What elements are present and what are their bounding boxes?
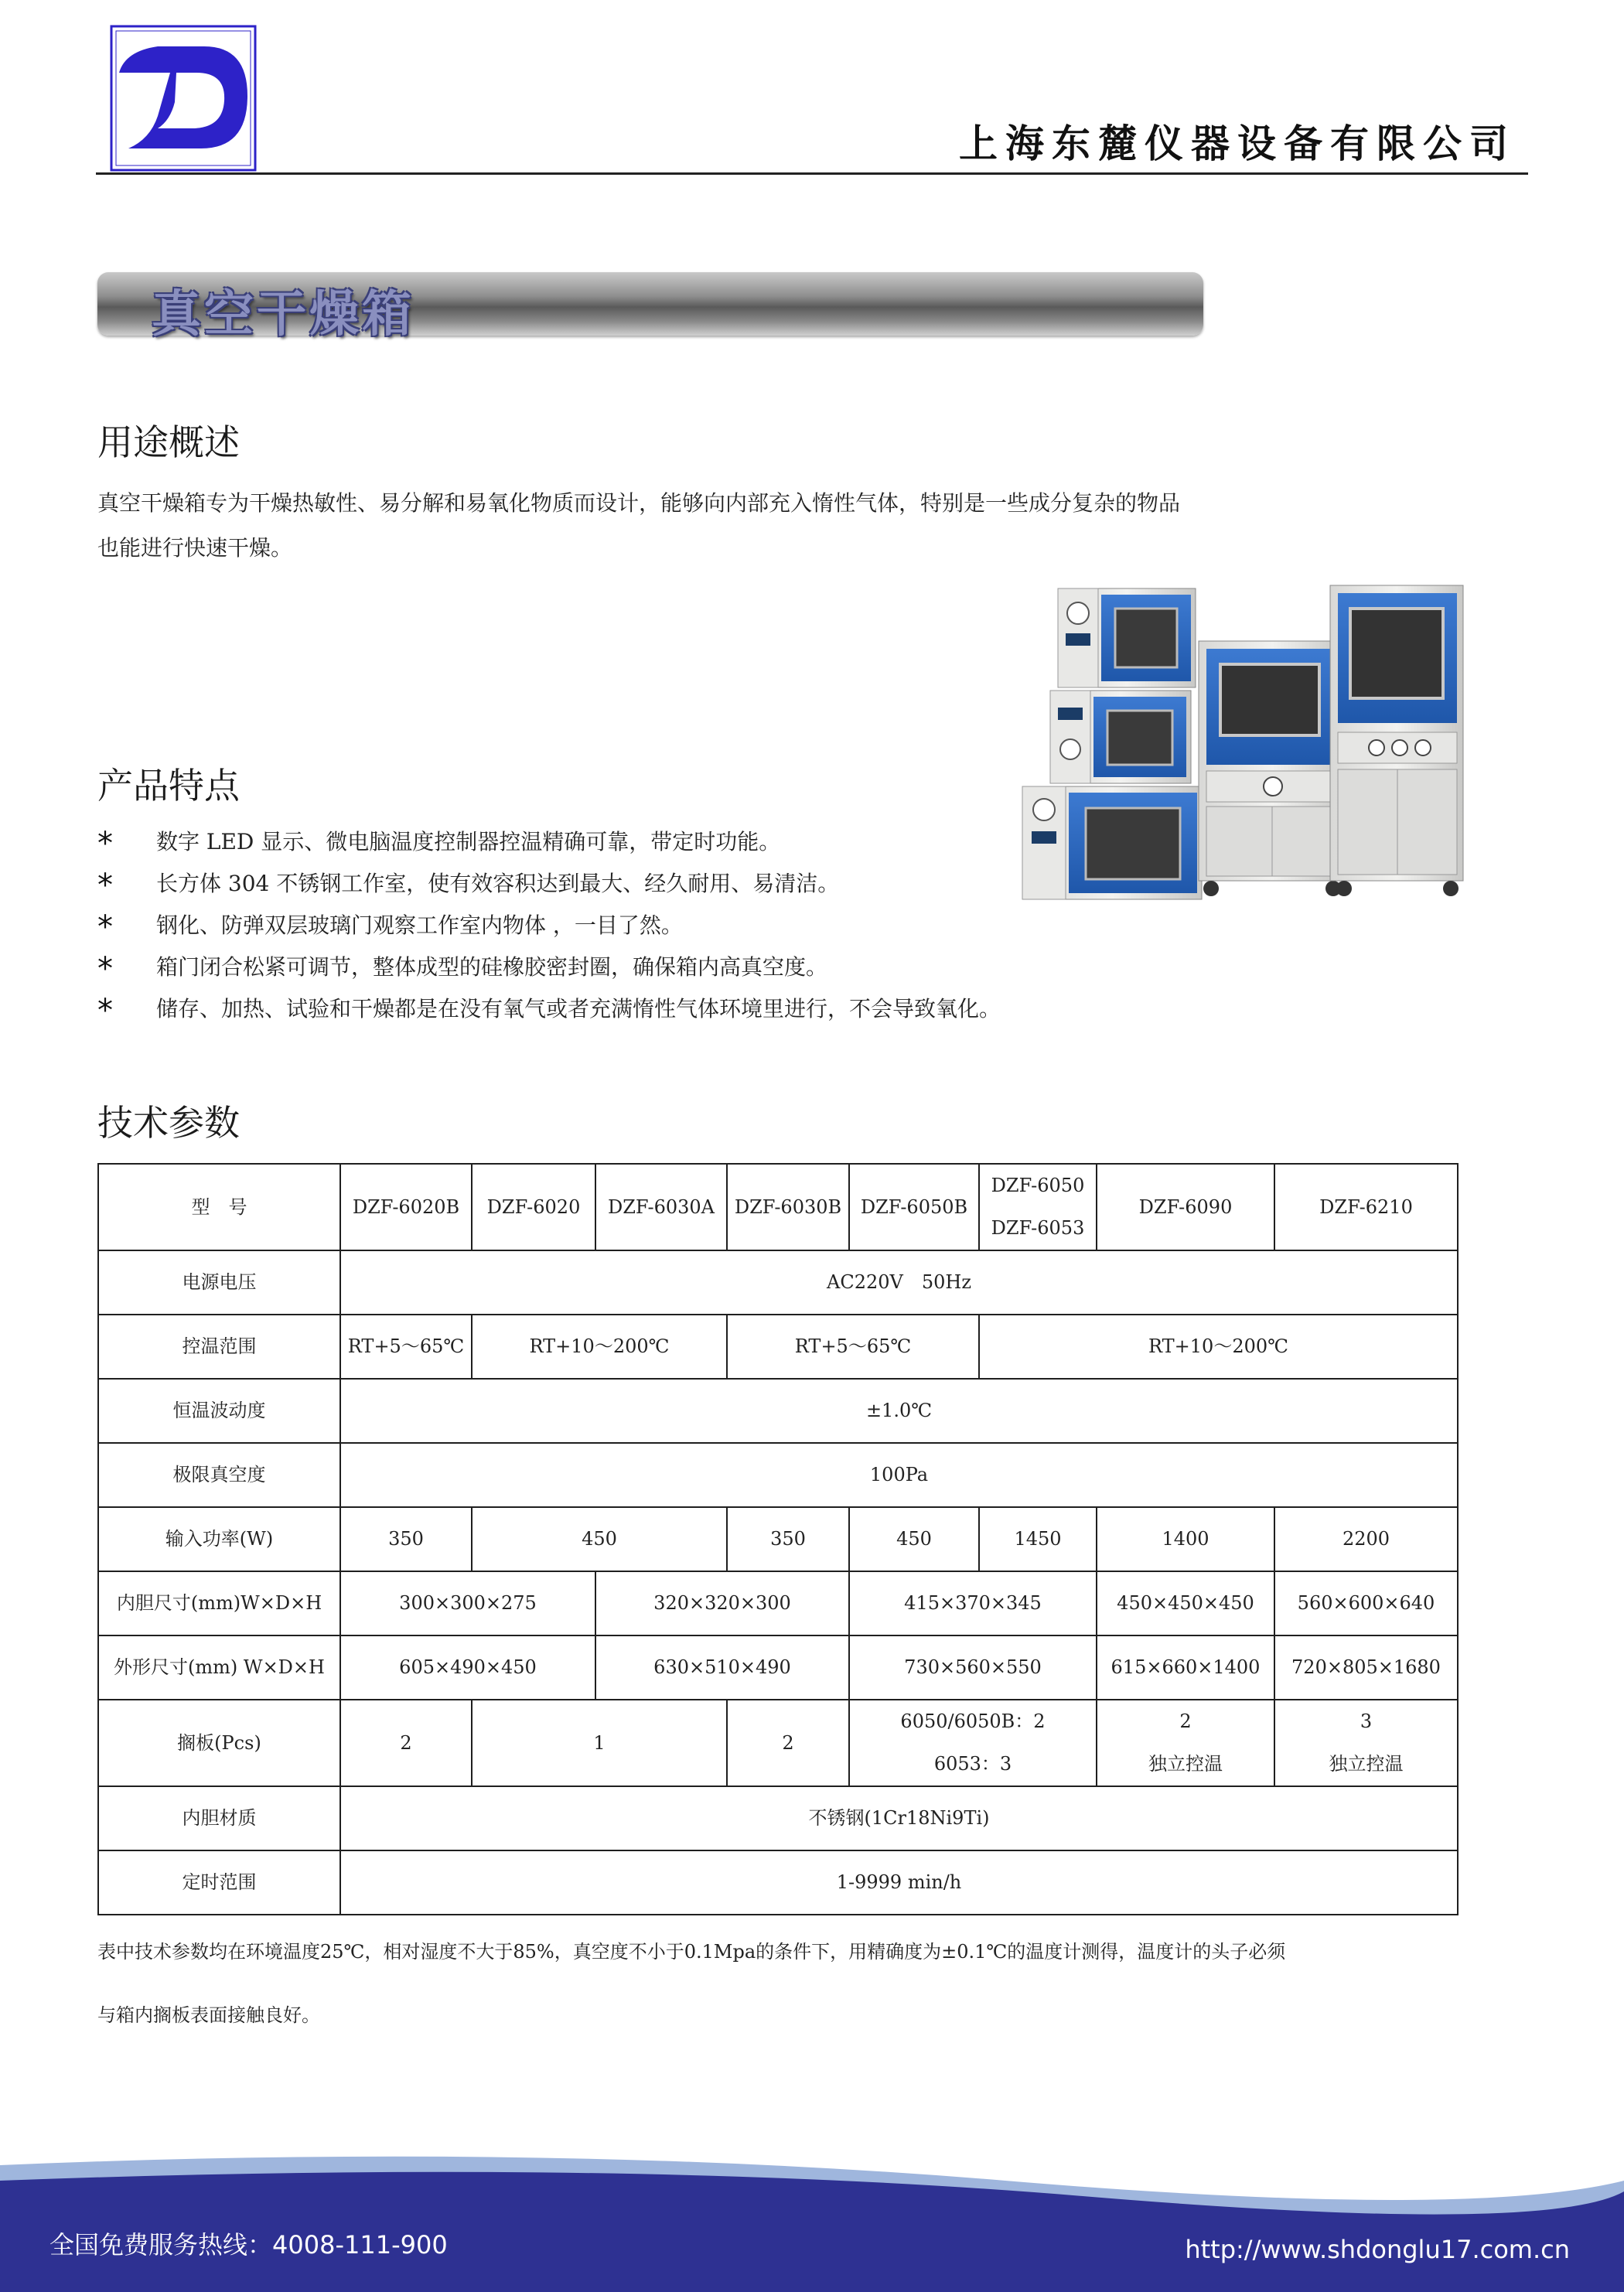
bullet-star-icon: * <box>97 951 113 987</box>
shelves-cell: 2 <box>340 1700 472 1786</box>
row-voltage <box>98 1250 1458 1315</box>
company-name: 上海东麓仪器设备有限公司 <box>959 121 1516 166</box>
outer-size-cell: 630×510×490 <box>595 1635 849 1700</box>
usage-line: 也能进行快速干燥。 <box>97 535 293 561</box>
power-cell: 450 <box>472 1507 727 1571</box>
row-model <box>98 1164 1458 1250</box>
hotline-text: 全国免费服务热线：4008-111-900 <box>49 2230 448 2260</box>
inner-size-cell: 450×450×450 <box>1097 1571 1274 1635</box>
features-list <box>96 821 1001 1030</box>
model-cell: DZF-6090 <box>1097 1164 1274 1250</box>
inner-size-cell: 415×370×345 <box>849 1571 1097 1635</box>
label-power: 输入功率(W) <box>98 1507 340 1571</box>
model-cell: DZF-6020B <box>340 1164 472 1250</box>
note-line: 与箱内搁板表面接触良好。 <box>97 2004 320 2026</box>
power-cell: 350 <box>727 1507 849 1571</box>
company-logo <box>110 25 257 172</box>
page-title: 真空干燥箱 <box>152 286 415 343</box>
bullet-star-icon: * <box>97 909 113 945</box>
note-line: 表中技术参数均在环境温度25℃，相对湿度不大于85%，真空度不小于0.1Mpa的条件下，用精确度为±0.1℃的温度计测得，温度计的头子必须 <box>97 1941 1286 1963</box>
bullet-star-icon: * <box>97 993 113 1028</box>
shelves-line: 6053：3 <box>933 1753 1012 1775</box>
spec-table <box>97 1163 1459 1915</box>
usage-paragraph <box>97 481 1180 571</box>
usage-heading: 用途概述 <box>97 421 240 463</box>
footer-band <box>0 2150 1624 2292</box>
temp-range-cell: RT+10～200℃ <box>472 1315 727 1379</box>
shelves-cell <box>849 1700 1097 1786</box>
bullet-star-icon: * <box>97 826 113 861</box>
model-cell: DZF-6210 <box>1274 1164 1458 1250</box>
power-cell: 1450 <box>979 1507 1097 1571</box>
row-timer <box>98 1850 1458 1915</box>
label-inner-size: 内胆尺寸(mm)W×D×H <box>98 1571 340 1635</box>
outer-size-cell: 720×805×1680 <box>1274 1635 1458 1700</box>
model-cell: DZF-6030B <box>727 1164 849 1250</box>
product-photo <box>1021 584 1465 905</box>
shelves-cell: 2 <box>727 1700 849 1786</box>
label-material: 内胆材质 <box>98 1786 340 1850</box>
model-cell: DZF-6020 <box>472 1164 595 1250</box>
shelves-line: 独立控温 <box>1329 1753 1404 1775</box>
row-power <box>98 1507 1458 1571</box>
feature-item <box>96 863 1001 905</box>
temp-range-cell: RT+10～200℃ <box>979 1315 1458 1379</box>
shelves-line: 独立控温 <box>1148 1753 1223 1775</box>
model-cell <box>979 1164 1097 1250</box>
label-model: 型 号 <box>98 1164 340 1250</box>
model-name: DZF-6053 <box>991 1217 1085 1239</box>
feature-item <box>96 946 1001 988</box>
row-material <box>98 1786 1458 1850</box>
specs-heading: 技术参数 <box>97 1102 240 1144</box>
shelves-line: 2 <box>1179 1710 1192 1733</box>
outer-size-cell: 730×560×550 <box>849 1635 1097 1700</box>
label-temp-range: 控温范围 <box>98 1315 340 1379</box>
model-cell: DZF-6050B <box>849 1164 979 1250</box>
vacuum-value: 100Pa <box>340 1443 1458 1507</box>
row-fluctuation <box>98 1379 1458 1443</box>
temp-range-cell: RT+5～65℃ <box>340 1315 472 1379</box>
usage-line: 真空干燥箱专为干燥热敏性、易分解和易氧化物质而设计，能够向内部充入惰性气体，特别是一些成分复杂的物品 <box>97 490 1181 516</box>
row-shelves <box>98 1700 1458 1786</box>
row-outer-size <box>98 1635 1458 1700</box>
model-cell: DZF-6030A <box>595 1164 727 1250</box>
row-vacuum <box>98 1443 1458 1507</box>
label-outer-size: 外形尺寸(mm) W×D×H <box>98 1635 340 1700</box>
fluctuation-value: ±1.0℃ <box>340 1379 1458 1443</box>
feature-text: 箱门闭合松紧可调节，整体成型的硅橡胶密封圈，确保箱内高真空度。 <box>156 954 828 980</box>
feature-text: 钢化、防弹双层玻璃门观察工作室内物体 ，一目了然。 <box>156 912 683 938</box>
power-cell: 450 <box>849 1507 979 1571</box>
row-inner-size <box>98 1571 1458 1635</box>
inner-size-cell: 560×600×640 <box>1274 1571 1458 1635</box>
label-voltage: 电源电压 <box>98 1250 340 1315</box>
timer-value: 1-9999 min/h <box>340 1850 1458 1915</box>
shelves-cell <box>1274 1700 1458 1786</box>
label-fluctuation: 恒温波动度 <box>98 1379 340 1443</box>
feature-text: 储存、加热、试验和干燥都是在没有氧气或者充满惰性气体环境里进行，不会导致氧化。 <box>156 996 1001 1022</box>
shelves-cell <box>1097 1700 1274 1786</box>
shelves-line: 3 <box>1360 1710 1373 1733</box>
label-timer: 定时范围 <box>98 1850 340 1915</box>
inner-size-cell: 320×320×300 <box>595 1571 849 1635</box>
temp-range-cell: RT+5～65℃ <box>727 1315 979 1379</box>
feature-item <box>96 905 1001 946</box>
power-cell: 2200 <box>1274 1507 1458 1571</box>
label-shelves: 搁板(Pcs) <box>98 1700 340 1786</box>
outer-size-cell: 615×660×1400 <box>1097 1635 1274 1700</box>
label-vacuum: 极限真空度 <box>98 1443 340 1507</box>
feature-item <box>96 988 1001 1030</box>
outer-size-cell: 605×490×450 <box>340 1635 595 1700</box>
row-temp-range <box>98 1315 1458 1379</box>
power-cell: 1400 <box>1097 1507 1274 1571</box>
header-divider <box>96 172 1528 175</box>
shelves-cell: 1 <box>472 1700 727 1786</box>
model-name: DZF-6050 <box>991 1175 1085 1197</box>
material-value: 不锈钢(1Cr18Ni9Ti) <box>340 1786 1458 1850</box>
bullet-star-icon: * <box>97 868 113 903</box>
feature-item <box>96 821 1001 863</box>
inner-size-cell: 300×300×275 <box>340 1571 595 1635</box>
shelves-line: 6050/6050B：2 <box>900 1710 1046 1733</box>
voltage-value: AC220V 50Hz <box>340 1250 1458 1315</box>
feature-text: 数字 LED 显示、微电脑温度控制器控温精确可靠，带定时功能。 <box>156 829 781 854</box>
features-heading: 产品特点 <box>97 765 240 807</box>
website-link[interactable]: http://www.shdonglu17.com.cn <box>1185 2235 1570 2264</box>
power-cell: 350 <box>340 1507 472 1571</box>
feature-text: 长方体 304 不锈钢工作室，使有效容积达到最大、经久耐用、易清洁。 <box>156 871 840 896</box>
